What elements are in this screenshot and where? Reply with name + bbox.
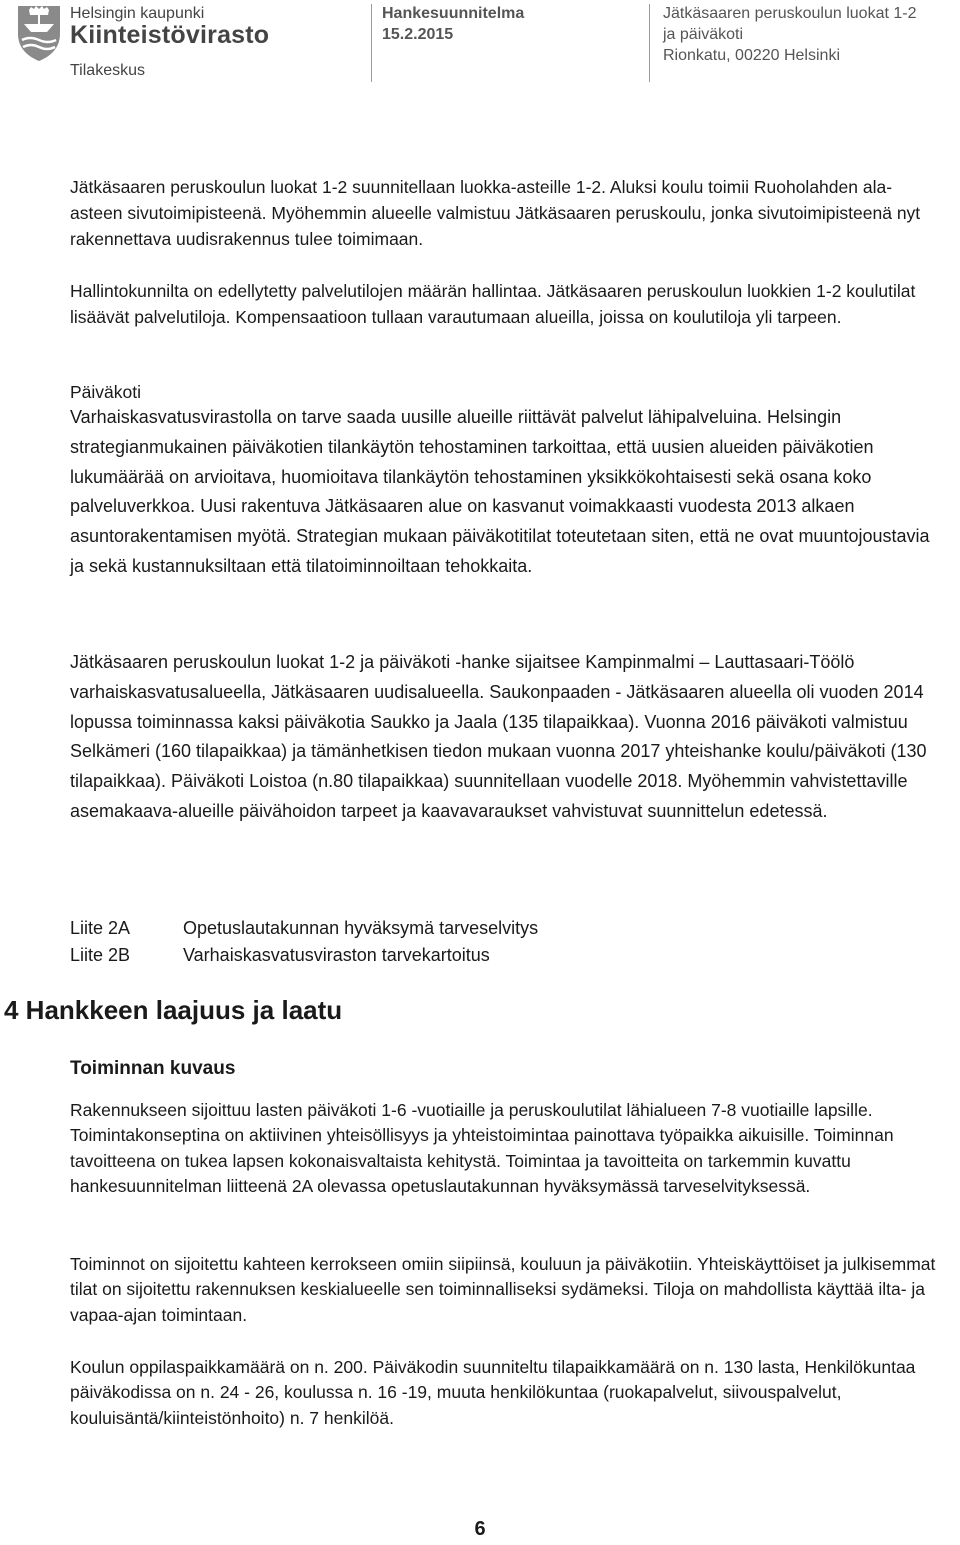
body-paragraph: Varhaiskasvatusvirastolla on tarve saada uusille alueille riittävät palvelut lähipalveluina. Helsingin strategianmukainen päiväkotien tilankäytön tehostaminen tarkoittaa, että uusien alueiden päiväkotien lukumäärää on arvioitava, huomioitava tilankäytön tehostaminen yksikkökohtaisesti sekä osana koko palveluverkkoa. Uusi rakentuva Jätkäsaaren alue on kasvanut voimakkaasti vuodesta 2013 alkaen asuntorakentamisen myötä. Strategian mukaan päiväkotitilat toteutetaan siten, että ne ovat muuntojoustavia ja sekä kustannuksiltaan että tilatoiminnoiltaan tehokkaita.: [70, 407, 930, 576]
organization-city: Helsingin kaupunki: [70, 5, 205, 22]
organization-department: Kiinteistövirasto: [70, 21, 270, 49]
project-address: Rionkatu, 00220 Helsinki: [663, 47, 840, 64]
helsinki-crest-icon: [14, 4, 64, 62]
body-paragraph: Koulun oppilaspaikkamäärä on n. 200. Päiväkodin suunniteltu tilapaikkamäärä on n. 130 lasta, Henkilökuntaa päiväkodissa on n. 24 - 26, koulussa n. 16 -19, muuta henkilökuntaa (ruokapalvelut, siivouspalvelut, kouluisäntä/kiinteistönhoito) n. 7 henkilöä.: [70, 1357, 916, 1428]
page-header: [0, 0, 960, 90]
body-paragraph: Jätkäsaaren peruskoulun luokat 1-2 suunnitellaan luokka-asteille 1-2. Aluksi koulu toimii Ruoholahden ala-asteen sivutoimipisteenä. Myöhemmin alueelle valmistuu Jätkäsaaren peruskoulu, jonka sivutoimipisteenä nyt rakennettava uudisrakennus tulee toimimaan.: [70, 177, 921, 249]
attachment-id: Liite 2A: [70, 918, 131, 938]
body-paragraph: Hallintokunnilta on edellytetty palvelutilojen määrän hallintaa. Jätkäsaaren peruskoulun luokkien 1-2 koulutilat lisäävät palvelutiloja. Kompensaatioon tullaan varautumaan alueilla, joissa on koulutiloja yli tarpeen.: [70, 281, 916, 327]
section-subheading: Päiväkoti: [70, 382, 142, 402]
body-paragraph: Jätkäsaaren peruskoulun luokat 1-2 ja päiväkoti -hanke sijaitsee Kampinmalmi – Lauttasaari-Töölö varhaiskasvatusalueella, Jätkäsaaren uudisalueella. Saukonpaaden - Jätkäsaaren alueella oli vuoden 2014 lopussa toiminnassa kaksi päiväkotia Saukko ja Jaala (135 tilapaikkaa). Vuonna 2016 päiväkoti valmistuu Selkämeri (160 tilapaikkaa) ja tämänhetkisen tiedon mukaan vuonna 2017 yhteishanke koulu/päiväkoti (130 tilapaikkaa). Päiväkoti Loistoa (n.80 tilapaikkaa) suunnitellaan vuodelle 2018. Myöhemmin vahvistettaville asemakaava-alueille päivähoidon tarpeet ja kaavavaraukset vahvistuvat suunnittelun edetessä.: [70, 652, 927, 821]
attachment-title: Opetuslautakunnan hyväksymä tarveselvitys: [183, 918, 539, 938]
organization-unit: Tilakeskus: [70, 62, 145, 79]
header-divider: [649, 4, 650, 82]
section-heading: Toiminnan kuvaus: [70, 1058, 236, 1079]
project-name-line2: ja päiväkoti: [663, 26, 744, 43]
document-title: Hankesuunnitelma: [382, 5, 525, 22]
page-number: 6: [474, 1518, 486, 1540]
document-date: 15.2.2015: [382, 26, 454, 43]
body-paragraph: Rakennukseen sijoittuu lasten päiväkoti 1-6 -vuotiaille ja peruskoulutilat lähialueen 7-8 vuotiaille lapsille. Toimintakonseptina on aktiivinen yhteisöllisyys ja yhteistoimintaa painottava työpaikka aikuisille. Toiminnan tavoitteena on tukea lapsen kokonaisvaltaista kehitystä. Toimintaa ja tavoitteita on tarkemmin kuvattu hankesuunnitelman liitteenä 2A olevassa opetuslautakunnan hyväksymässä tarveselvityksessä.: [70, 1100, 894, 1196]
attachment-id: Liite 2B: [70, 945, 131, 965]
header-divider: [371, 4, 372, 82]
attachment-title: Varhaiskasvatusviraston tarvekartoitus: [183, 945, 490, 965]
chapter-heading: 4 Hankkeen laajuus ja laatu: [4, 995, 343, 1025]
body-paragraph: Toiminnot on sijoitettu kahteen kerrokseen omiin siipiinsä, kouluun ja päiväkotiin. Yhteiskäyttöiset ja julkisemmat tilat on sijoitettu rakennuksen keskialueelle sen toiminnalliseksi sydämeksi. Tiloja on mahdollista käyttää ilta- ja vapaa-ajan toimintaan.: [70, 1254, 936, 1325]
project-name-line1: Jätkäsaaren peruskoulun luokat 1-2: [663, 5, 917, 22]
